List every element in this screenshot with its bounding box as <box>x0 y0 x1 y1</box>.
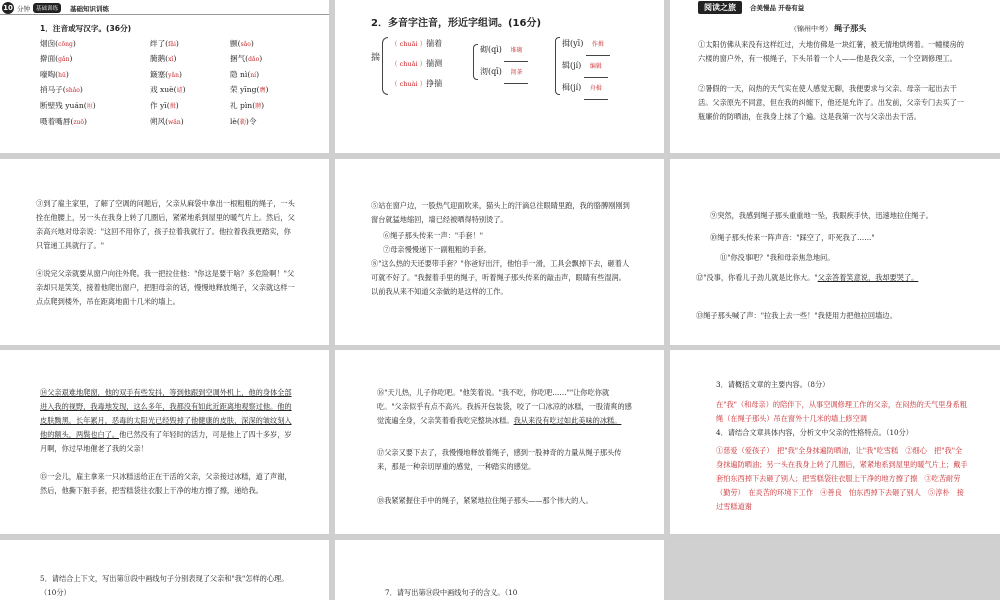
pinyin-cell <box>230 37 310 53</box>
pinyin-prompt: lè( <box>230 116 240 126</box>
pinyin-close: ) <box>92 100 96 110</box>
pinyin-cell <box>150 37 230 53</box>
pinyin-prompt: 作 yī( <box>150 100 170 110</box>
pinyin-close: ) <box>259 54 263 64</box>
pinyin-prompt: 捎马子( <box>40 85 66 95</box>
pinyin-close: ) <box>69 54 73 64</box>
polyphonic-word: 揣着 <box>426 39 443 48</box>
slide-paragraph-14-15[interactable] <box>0 350 329 534</box>
story-title: 绳子那头 <box>834 24 867 33</box>
question-5: 5．请结合上下文，写出第⑪段中画线句子分别表现了父亲和"我"怎样的心理。（10分） <box>40 574 289 597</box>
reading-header <box>698 1 804 14</box>
paragraph-8: ⑧"这么热的天还要带手套？"你爸好出汗，他怕手一滑，工具会飘掉下去，砸着人可就不好了。"我握着手里的绳子，听着绳子那头传来的敲击声，眼睛有些湿润。以前我从来不知道父亲做的是这样的工作。 <box>371 259 630 296</box>
pinyin-close: ) <box>179 69 182 79</box>
pinyin-answer: hū <box>58 71 66 79</box>
paragraph-12 <box>696 271 972 285</box>
pair-b-list <box>562 34 610 100</box>
pinyin-close: ) <box>79 85 83 95</box>
pinyin-cell <box>230 83 310 99</box>
pinyin-prompt: 嗫着嘴唇( <box>40 116 74 126</box>
question-4: 4．请结合文章具体内容，分析文中父亲的性格特点。（10分） <box>716 428 913 437</box>
slide-paragraph-5-8[interactable] <box>335 159 664 345</box>
slide-question-7[interactable] <box>335 540 664 600</box>
pinyin-answer: 谑 <box>176 87 183 95</box>
pinyin-close: ) <box>250 38 254 48</box>
paragraph-3: ③到了雇主家里，了解了空调的问题后，父亲从麻袋中拿出一根粗粗的绳子，一头拴在他腰上，另一头在我身上转了几圈后，紧紧地系到屋里的暖气片上。然后，父亲高兴地对母亲说："这回不用你了，孩子拉着我就行了。他拉着我我更踏实，你只管递工具就行了。" <box>36 199 295 250</box>
slide-polyphonic[interactable] <box>335 0 664 153</box>
pinyin-answer: yǎn <box>168 71 179 79</box>
polyphonic-reading: （ chuǎi ） <box>391 60 427 68</box>
paragraph-18: ⑱我紧紧握住手中的绳子，紧紧地拉住绳子那头——那个伟大的人。 <box>377 496 593 505</box>
pinyin-cell <box>40 37 150 53</box>
similar-char: 楫(jí) <box>562 83 584 92</box>
question-7: 7．请写出第⑭段中画线句子的含义。（10 <box>385 588 518 597</box>
pinyin-cell <box>230 52 310 68</box>
pinyin-cell <box>40 99 150 115</box>
pinyin-answer: wǎn <box>168 118 181 126</box>
paragraph-1: ①太阳仿佛从来没有这样红过，大地仿佛是一块红薯，被无情地烘烤着。一幢楼房的六楼的窗户外，有一根绳子，下头吊着一个人——他是我父亲，一个空调修理工。 <box>698 40 964 63</box>
pinyin-prompt: 绊了( <box>150 38 169 48</box>
section-pill: 基础训练 <box>33 3 61 13</box>
pinyin-prompt: 隐 nì( <box>230 69 251 79</box>
pair-a-list <box>480 40 528 84</box>
pinyin-close: ) <box>261 100 265 110</box>
pinyin-close: )令 <box>245 116 257 126</box>
pinyin-prompt: 断壁残 yuán( <box>40 100 87 110</box>
pinyin-answer: shǎo <box>65 87 80 95</box>
paragraph-13: ⑬绳子那头喊了声："拉我上去一些！"我使用力把他拉回墙边。 <box>696 311 897 320</box>
group-char: 揣 <box>371 53 381 63</box>
pinyin-row <box>40 115 310 131</box>
paragraph-16-text: ⑯"天儿热，儿子你吃吧。"他笑着说。"我不吃，你吃吧……""让你吃你就吃。"父亲似乎有点不高兴。我拆开包装袋，咬了一口冰凉的冰糕，一股清爽的感觉流遍全身，父亲笑着看我吃完整块冰糕。 <box>377 388 632 425</box>
similar-char-item <box>562 34 610 56</box>
polyphonic-word: 挣揣 <box>426 79 443 88</box>
paragraph-6: ⑥绳子那头传来一声："手套！" <box>383 231 484 240</box>
paragraph-15: ⑮一会儿，雇主拿来一只冰糕送给正在干活的父亲，父亲接过冰糕，道了声谢，然后，他撕下脏手套，把雪糕袋往衣服上干净的地方擦了擦，递给我。 <box>40 472 292 495</box>
pinyin-answer: 聘 <box>255 102 262 110</box>
pinyin-prompt: 烟囱( <box>40 38 59 48</box>
similar-char-answer: 沏茶 <box>504 63 528 84</box>
similar-char-item <box>480 62 528 84</box>
header-rule <box>0 14 329 15</box>
pinyin-cell <box>40 115 150 131</box>
pinyin-answer: 揖 <box>169 102 176 110</box>
pinyin-row <box>40 37 310 53</box>
pinyin-close: ) <box>72 38 76 48</box>
paragraph-5: ⑤站在窗户边，一股热气迎面吹来，猫头上的汗滴总往眼睛里跑，我的胳膊刚刚到窗台就猛地缩回，墙已经被晒得特别烫了。 <box>371 201 630 224</box>
polyphonic-reading: （ chuài ） <box>391 80 427 88</box>
pinyin-cell <box>150 68 230 84</box>
similar-char-item <box>562 56 610 78</box>
paragraph-2: ②暑假的一天，闷热的天气实在使人感觉无聊，我便要求与父亲、母亲一起出去干活。父亲原先不同意，但在我的纠缠下，他还是允许了。出发前，父亲专门去买了一瓶廉价的防晒油，在我身上抹了个遍。这是我第一次与父亲出去干活。 <box>698 84 964 121</box>
polyphonic-reading: （ chuāi ） <box>391 40 427 48</box>
slide-paragraph-9-13[interactable] <box>670 159 1000 345</box>
pinyin-prompt: 荣 yīng( <box>230 85 260 95</box>
pinyin-table <box>40 37 310 131</box>
pinyin-close: ) <box>175 100 179 110</box>
story-source <box>790 22 866 36</box>
pinyin-answer: cōng <box>58 40 73 48</box>
paragraph-12-underlined: 父亲答着笑意说，我却要哭了。 <box>817 273 919 282</box>
pinyin-answer: gǎn <box>58 56 70 64</box>
pinyin-cell <box>150 99 230 115</box>
paragraph-7: ⑦母亲慢慢递下一副粗粗的手套。 <box>383 245 491 254</box>
pinyin-answer: 勒 <box>239 118 246 126</box>
answer-4: ①慈爱（爱孩子） 把"我"全身抹遍防晒油，让"我"吃雪糕 ②细心 把"我"全身抹遍防晒油；另一头在我身上转了几圈后，紧紧地系到屋里的暖气片上；戴手套怕东西掉下去砸了别人；把雪糕袋往衣服上干净的地方擦了擦 ③吃苦耐劳（勤劳） 在炎苦的环境下工作 ④善良 怕东西掉下去砸了别人 ⑤淳朴 接过雪糕道谢 <box>716 446 968 511</box>
pinyin-prompt: 朔风( <box>150 116 169 126</box>
section-header <box>2 2 109 14</box>
pinyin-close: ) <box>65 69 69 79</box>
pinyin-cell <box>230 99 310 115</box>
pinyin-close: ) <box>175 38 179 48</box>
paragraph-16 <box>377 386 633 428</box>
paragraph-14-rest: 他已然没有了年轻时的活力，可是他上了四十多岁，岁月啊，你过早地催老了我的父亲！ <box>40 430 292 453</box>
question-2-title: 2．多音字注音，形近字组词。(16分) <box>371 18 542 29</box>
pinyin-close: ) <box>256 69 260 79</box>
paragraph-16-underlined: 我从来没有吃过如此美味的冰糕。 <box>513 416 622 425</box>
slide-reading-intro[interactable] <box>670 0 1000 153</box>
pinyin-close: ) <box>182 85 186 95</box>
slide-question-5[interactable] <box>0 540 329 600</box>
similar-char-answer: 编辑 <box>584 57 608 78</box>
polyphonic-list <box>391 34 442 94</box>
pinyin-prompt: 礼 pìn( <box>230 100 256 110</box>
pinyin-prompt: 颤( <box>230 38 241 48</box>
paragraph-17: ⑰父亲又要下去了，我慢慢地释放着绳子，感到一股神奇的力量从绳子那头传来，那是一种亲切厚重的感觉，一种踏实的感觉。 <box>377 448 622 471</box>
pinyin-cell <box>150 52 230 68</box>
pinyin-cell <box>150 83 230 99</box>
pinyin-cell <box>40 52 150 68</box>
pinyin-answer: 膺 <box>259 87 266 95</box>
brace-left <box>382 37 388 95</box>
pinyin-cell <box>40 83 150 99</box>
similar-char-answer: 堆砌 <box>504 41 528 62</box>
question-3: 3．请概括文章的主要内容。（8分） <box>716 380 830 389</box>
section-title: 基础知识训练 <box>70 4 110 13</box>
pinyin-answer: ní <box>250 71 257 79</box>
slide-paragraph-16-18[interactable] <box>335 350 664 534</box>
brace-right <box>555 37 560 95</box>
pinyin-answer: zuō <box>73 118 84 126</box>
pinyin-row <box>40 83 310 99</box>
similar-char-item <box>480 40 528 62</box>
brace-mid <box>473 44 478 80</box>
polyphonic-item <box>391 54 442 74</box>
slide-paragraph-3-4[interactable] <box>0 159 329 345</box>
question-1 <box>40 22 310 130</box>
polyphonic-item <box>391 34 442 54</box>
question-1-title: 1．注音或写汉字。(36分) <box>40 24 132 33</box>
pinyin-close: ) <box>180 116 184 126</box>
slide-questions-3-4[interactable] <box>670 350 1000 534</box>
pinyin-answer: fǎi <box>168 40 176 48</box>
pinyin-cell <box>150 115 230 131</box>
pinyin-prompt: 戏 xuè( <box>150 85 177 95</box>
similar-char: 沏(qī) <box>480 67 505 76</box>
slide-basic-training[interactable] <box>0 0 329 153</box>
answer-3: 在"我"（和母亲）的陪伴下，从事空调修理工作的父亲，在闷热的天气里身系粗绳（在绳子那头）吊在窗外十几米的墙上修空调 <box>716 400 967 423</box>
paragraph-12-text: ⑫"没事，你看儿子劲儿就是比你大。" <box>696 273 818 282</box>
paragraph-11: ⑪"你没事吧？"我和母亲焦急地问。 <box>720 253 835 262</box>
similar-char: 砌(qì) <box>480 45 505 54</box>
pinyin-answer: xǐ <box>168 56 174 64</box>
pinyin-cell <box>40 68 150 84</box>
pinyin-row <box>40 99 310 115</box>
polyphonic-word: 揣测 <box>426 59 443 68</box>
paragraph-4: ④说完父亲就要从窗户向往外爬。我一把拉住他："你这是要干啥？多危险啊！"父亲却只是笑笑，接着他爬出窗户，把胆母亲的话，慢慢地释放绳子，父亲就这样一点点爬到楼外，吊在距离地面十几米的墙上。 <box>36 269 295 306</box>
pinyin-close: ) <box>173 54 177 64</box>
similar-char-item <box>562 78 610 100</box>
pinyin-prompt: 腌鹅( <box>150 54 169 64</box>
pinyin-row <box>40 52 310 68</box>
similar-char-answer: 作揖 <box>586 35 610 56</box>
paragraph-9: ⑨突然，我感到绳子那头重重地一坠，我眼疾手快，迅速地拉住绳子。 <box>710 211 933 220</box>
polyphonic-item <box>391 74 442 94</box>
minutes-unit: 分钟 <box>17 4 30 13</box>
paragraph-14-underlined: ⑭父亲艰难地爬窗，他的双手有些发抖，等到他跟到空调外机上，他的身体全部进入我的视野，我毒地发现，这么多年，我都没有如此近距离地观察过他。他的皮肤黝黑，长年累月，恶毒的太阳光已经毁掉了他健康的皮肤，深深的皱纹刻入他的额头，两鬓也白了。 <box>40 388 292 439</box>
pinyin-prompt: 嚎啕( <box>40 69 59 79</box>
pinyin-cell <box>230 115 310 131</box>
similar-char: 辑(jí) <box>562 61 584 70</box>
empty-slide <box>670 540 1000 600</box>
source-text: （锦州中考） <box>790 25 832 33</box>
similar-char-answer: 舟楫 <box>584 79 608 100</box>
paragraph-14 <box>40 386 298 456</box>
pinyin-answer: dǎo <box>248 56 260 64</box>
pinyin-answer: sǎo <box>240 40 251 48</box>
pinyin-row <box>40 68 310 84</box>
pinyin-close: ) <box>83 116 87 126</box>
reading-sub: 合美慢品 开卷有益 <box>750 4 805 12</box>
pinyin-close: ) <box>265 85 269 95</box>
pinyin-prompt: 擀面( <box>40 54 59 64</box>
pinyin-cell <box>230 68 310 84</box>
similar-char: 揖(yī) <box>562 39 586 48</box>
paragraph-10: ⑩绳子那头传来一阵声音："踩空了，吓死我了……" <box>710 233 875 242</box>
minutes-badge: 10 <box>3 4 13 12</box>
pinyin-prompt: 簸塞( <box>150 69 169 79</box>
reading-badge: 阅读之旅 <box>698 1 742 14</box>
pinyin-prompt: 捆气( <box>230 54 249 64</box>
pinyin-answer: 垣 <box>86 102 93 110</box>
